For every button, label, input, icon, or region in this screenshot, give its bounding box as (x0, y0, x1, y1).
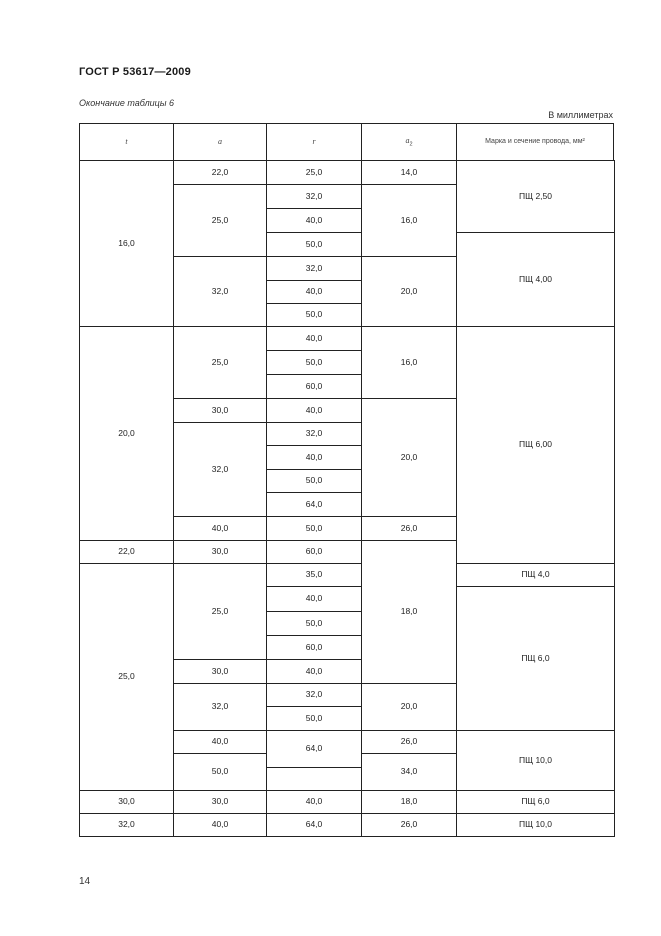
table-cell-a2: 20,0 (361, 256, 457, 327)
table-cell-r: 25,0 (266, 160, 362, 185)
header-a2: $a_2$ (361, 123, 457, 161)
table-cell-a: 22,0 (173, 160, 267, 185)
table-cell-r: 40,0 (266, 445, 362, 470)
table-cell-r: 50,0 (266, 611, 362, 636)
table-cell-a: 32,0 (173, 256, 267, 327)
table-cell-wire: ПЩ 10,0 (456, 730, 615, 791)
table-cell-r: 40,0 (266, 326, 362, 351)
table-cell-r: 50,0 (266, 232, 362, 257)
table-cell-r: 40,0 (266, 659, 362, 684)
document-title: ГОСТ Р 53617—2009 (79, 66, 191, 78)
table-cell-r: 40,0 (266, 586, 362, 612)
table-cell-t: 22,0 (79, 540, 174, 564)
table-cell-a2: 14,0 (361, 160, 457, 185)
table-cell-r: 50,0 (266, 516, 362, 541)
table-cell-r: 50,0 (266, 350, 362, 375)
table-cell-a2: 20,0 (361, 398, 457, 517)
table-caption: Окончание таблицы 6 (79, 98, 174, 108)
table-cell-t: 25,0 (79, 563, 174, 791)
table-cell-a: 32,0 (173, 422, 267, 517)
table-cell-a: 25,0 (173, 184, 267, 257)
table-cell-a: 40,0 (173, 813, 267, 837)
table-cell-r: 35,0 (266, 563, 362, 587)
table-cell-r: 64,0 (266, 492, 362, 517)
table-cell-a: 30,0 (173, 398, 267, 423)
table-cell-wire: ПЩ 4,00 (456, 232, 615, 327)
page-number: 14 (79, 876, 91, 887)
table-cell-wire: ПЩ 2,50 (456, 160, 615, 233)
table-cell-r: 60,0 (266, 540, 362, 564)
header-a: a (173, 123, 267, 161)
table-cell-t: 32,0 (79, 813, 174, 837)
table-cell-r: 50,0 (266, 706, 362, 731)
table-cell-r: 40,0 (266, 790, 362, 814)
table-cell-a2: 20,0 (361, 683, 457, 731)
table-cell-t: 30,0 (79, 790, 174, 814)
table-cell-r: 32,0 (266, 683, 362, 707)
table-cell-a: 32,0 (173, 683, 267, 731)
table-cell-wire: ПЩ 10,0 (456, 813, 615, 837)
table-cell-wire: ПЩ 4,0 (456, 563, 615, 587)
units-note: В миллиметрах (548, 110, 613, 120)
table-cell-r: 50,0 (266, 469, 362, 493)
table-cell-r: 32,0 (266, 256, 362, 281)
table-cell-a: 50,0 (173, 753, 267, 791)
header-wire: Марка и сечение провода, мм² (456, 123, 614, 161)
table-cell-wire: ПЩ 6,0 (456, 790, 615, 814)
table-cell-a2: 26,0 (361, 516, 457, 541)
table-cell-r: 40,0 (266, 280, 362, 304)
table-cell-r: 32,0 (266, 184, 362, 209)
table-cell-a: 25,0 (173, 563, 267, 660)
table-cell-a: 40,0 (173, 516, 267, 541)
table-cell-wire: ПЩ 6,0 (456, 586, 615, 731)
table-cell-a2: 16,0 (361, 326, 457, 399)
header-t: t (79, 123, 174, 161)
table-cell-a2: 18,0 (361, 540, 457, 684)
table-cell-a2: 34,0 (361, 753, 457, 791)
table-cell-wire: ПЩ 6,00 (456, 326, 615, 564)
table-cell-r: 40,0 (266, 208, 362, 233)
table-cell-a: 30,0 (173, 540, 267, 564)
table-cell-a: 30,0 (173, 790, 267, 814)
table-cell-r: 32,0 (266, 422, 362, 446)
header-r: r (266, 123, 362, 161)
table-cell-r: 60,0 (266, 635, 362, 660)
table-cell-r: 50,0 (266, 303, 362, 327)
table-cell-a2: 26,0 (361, 730, 457, 754)
table-cell-a: 30,0 (173, 659, 267, 684)
table-cell-t: 16,0 (79, 160, 174, 327)
table-cell-a: 40,0 (173, 730, 267, 754)
table-cell-a2: 18,0 (361, 790, 457, 814)
table-cell-a2: 26,0 (361, 813, 457, 837)
table-cell-r: 64,0 (266, 730, 362, 768)
table-cell-a2: 16,0 (361, 184, 457, 257)
table-cell-r: 64,0 (266, 813, 362, 837)
table-cell-r: 40,0 (266, 398, 362, 423)
table-cell-a: 25,0 (173, 326, 267, 399)
table-cell-t: 20,0 (79, 326, 174, 541)
table-cell-r: 60,0 (266, 374, 362, 399)
